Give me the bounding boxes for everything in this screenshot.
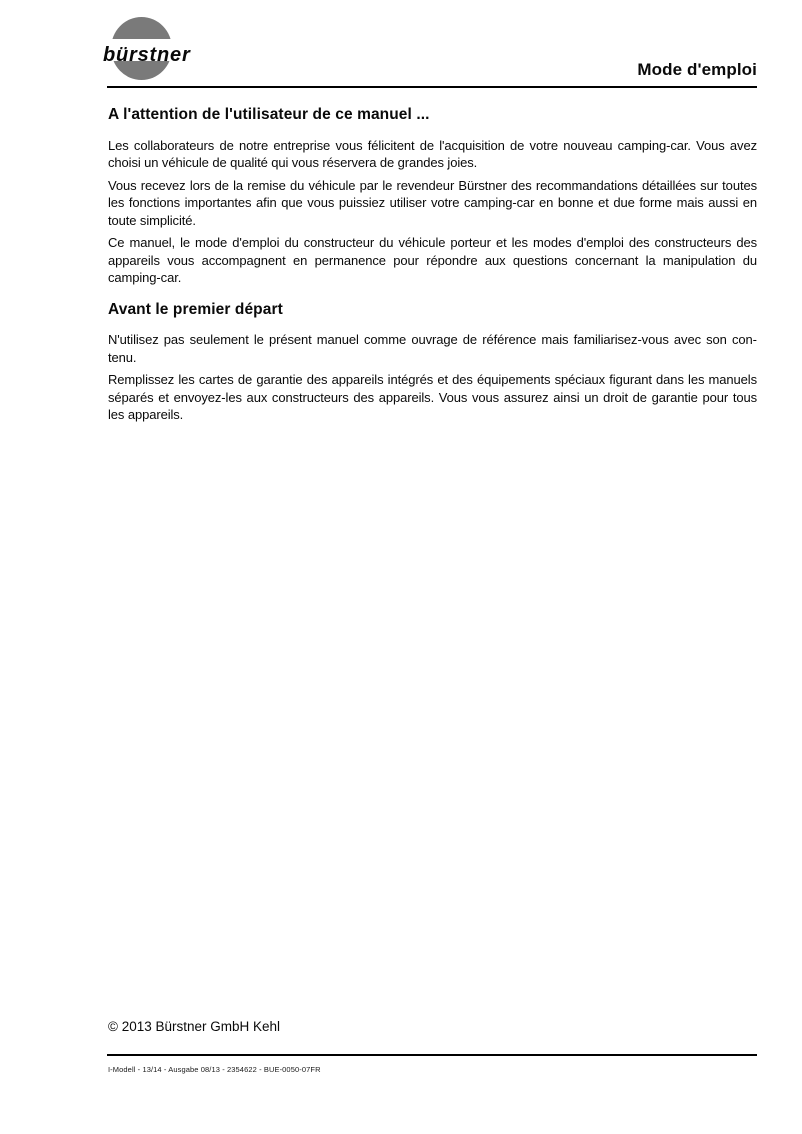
paragraph: Ce manuel, le mode d'emploi du constructeur du véhicule porteur et les modes d'emploi des constructeurs des appareils vous accompagnent en permanence pour répondre aux questions concernant la manipulation du camping-car. <box>108 235 757 286</box>
header-rule <box>107 86 757 88</box>
document-code-line: I-Modell - 13/14 - Ausgabe 08/13 - 2354622 - BUE-0050-07FR <box>108 1065 321 1074</box>
document-type-title: Mode d'emploi <box>637 60 757 79</box>
copyright-line: © 2013 Bürstner GmbH Kehl <box>108 1019 281 1034</box>
section-heading-avant-premier-depart: Avant le premier départ <box>108 300 283 318</box>
paragraph: Remplissez les cartes de garantie des appareils intégrés et des équipements spéciaux figurant dans les manuels séparés et envoyez-les aux constructeurs des appareils. Vous vous assurez ainsi un droit de garantie pour tous les appareils. <box>108 372 757 423</box>
footer-rule <box>107 1054 757 1056</box>
paragraph: N'utilisez pas seulement le présent manuel comme ouvrage de référence mais familiarisez-vous avec son contenu. <box>108 332 757 365</box>
section-heading-attention-utilisateur: A l'attention de l'utilisateur de ce manuel ... <box>108 106 430 123</box>
page-content <box>108 106 757 429</box>
burstner-logo-wordmark: bürstner <box>103 44 191 66</box>
paragraph: Vous recevez lors de la remise du véhicule par le revendeur Bürstner des recommandations détaillées sur toutes les fonctions importantes afin que vous puissiez utiliser votre camping-car en bonne et due forme mais aussi en toute simplicité. <box>108 177 757 228</box>
paragraph: Les collaborateurs de notre entreprise vous félicitent de l'acquisition de votre nouveau camping-car. Vous avez choisi un véhicule de qualité qui vous réservera de grandes joies. <box>108 137 757 171</box>
